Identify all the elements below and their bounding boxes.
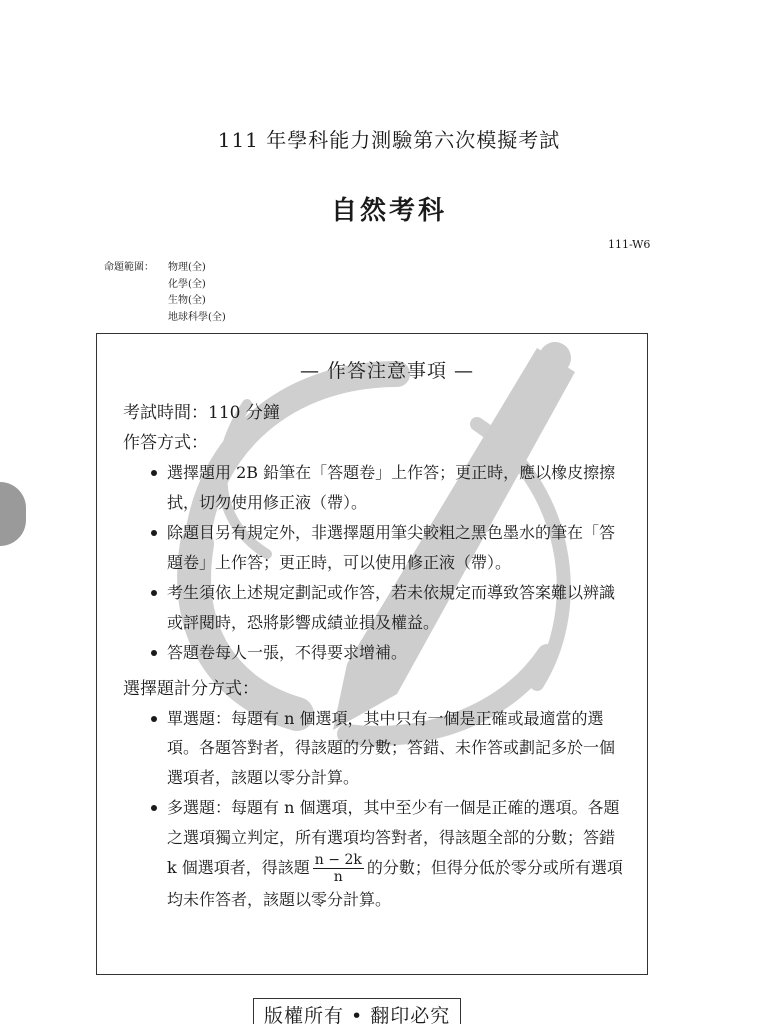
binding-hole-mark [0, 482, 26, 546]
method-list [123, 458, 627, 668]
scope-label: 命題範圍： [104, 262, 154, 273]
exam-title: 111 年學科能力測驗第六次模擬考試 [217, 128, 561, 152]
list-item: 除題目另有規定外，非選擇題用筆尖較粗之黑色墨水的筆在「答題卷」上作答；更正時，可以使用修正液（帶）。 [147, 518, 627, 577]
single-choice-rule: 單選題：每題有 n 個選項，其中只有一個是正確或最適當的選項。各題答對者，得該題的分數；答錯、未作答或劃記多於一個選項者，該題以零分計算。 [147, 704, 627, 793]
subject-title: 自然考科 [330, 196, 447, 226]
fraction-denominator: n [333, 869, 343, 885]
score-fraction [313, 852, 364, 885]
list-item: 答題卷每人一張，不得要求增補。 [147, 638, 627, 668]
scoring-list [123, 704, 627, 915]
list-item: 考生須依上述規定劃記或作答，若未依規定而導致答案難以辨識或評閱時，恐將影響成績並損及權益。 [147, 578, 627, 637]
exam-time: 考試時間：110 分鐘 [123, 403, 280, 423]
scoring-heading: 選擇題計分方式： [123, 678, 259, 699]
notice-title: — 作答注意事項 — [299, 360, 475, 382]
fraction-numerator: n − 2k [314, 852, 362, 868]
exam-scope [104, 260, 226, 326]
scope-item: 化學(全) [168, 278, 206, 290]
list-item: 選擇題用 2B 鉛筆在「答題卷」上作答；更正時，應以橡皮擦擦拭，切勿使用修正液（帶）。 [147, 458, 627, 517]
scope-item: 地球科學(全) [168, 311, 226, 323]
scope-item: 生物(全) [168, 295, 206, 306]
notice-box [96, 333, 648, 975]
copyright-notice: 版權所有 • 翻印必究 [253, 998, 461, 1024]
method-heading: 作答方式： [123, 433, 208, 453]
scope-item: 物理(全) [168, 262, 206, 273]
notice-content [123, 398, 627, 916]
paper-code: 111-W6 [608, 238, 651, 251]
multi-choice-rule: 多選題：每題有 n 個選項，其中至少有一個是正確的選項。各題之選項獨立判定，所有選項均答對者，得該題全部的分數；答錯 k 個選項者，得該題 $\frac{n - 2k}{n}$ 的分數；但得分低於零分或所有選項均未作答者，該題以零分計算。 [147, 793, 627, 915]
